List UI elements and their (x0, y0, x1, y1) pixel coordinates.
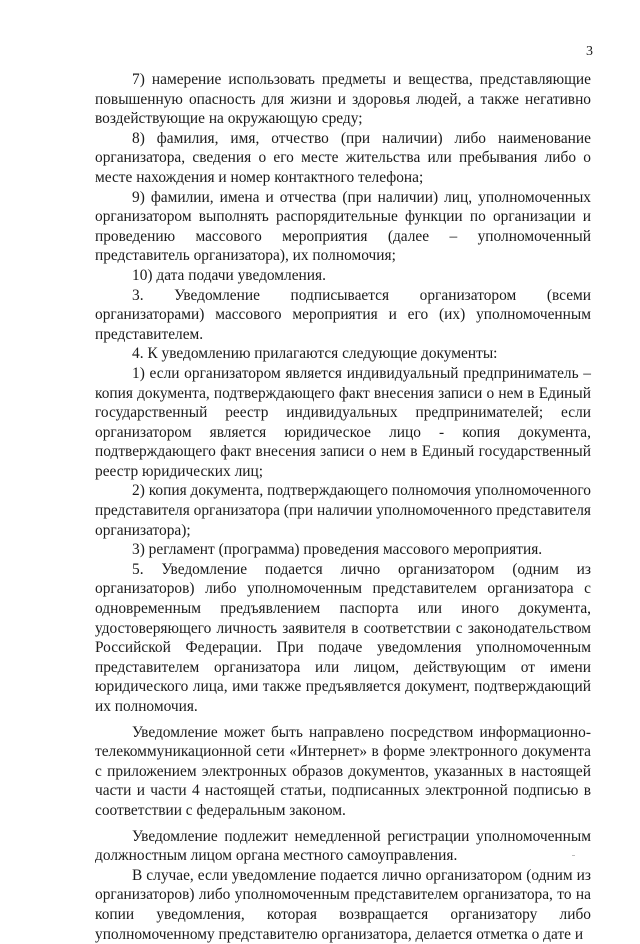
paragraph-registration: Уведомление подлежит немедленной регистрации уполномоченным должностным лицом органа местного самоуправления. (95, 827, 591, 865)
document-body (95, 70, 591, 944)
paragraph-doc-2: 2) копия документа, подтверждающего полномочия уполномоченного представителя организатора (при наличии уполномоченного представителя организатора); (95, 482, 591, 539)
paragraph-part-5: 5. Уведомление подается лично организатором (одним из организаторов) либо уполномоченным представителем организатора с одновременным предъявлением паспорта или иного документа, удостоверяющего личность заявителя в соответствии с законодательством Российской Федерации. При подаче уведомления уполномоченным представителем организатора или лицом, действующим от имени юридического лица, ими также предъявляется документ, подтверждающий их полномочия. (95, 560, 591, 715)
page-number: 3 (586, 44, 593, 59)
paragraph-in-case: В случае, если уведомление подается лично организатором (одним из организаторов) либо уполномоченным представителем организатора, то на копии уведомления, которая возвращается организатору либо уполномоченному представителю организатора, делается отметка о дате и (95, 866, 591, 943)
paragraph-item-8: 8) фамилия, имя, отчество (при наличии) либо наименование организатора, сведения о его месте жительства или пребывания либо о месте нахождения и номер контактного телефона; (95, 129, 591, 186)
paragraph-doc-1: 1) если организатором является индивидуальный предприниматель – копия документа, подтверждающего факт внесения записи о нем в Единый государственный реестр индивидуальных предпринимателей; если организатором является юридическое лицо - копия документа, подтверждающего факт внесения записи о нем в Единый государственный реестр юридических лиц; (95, 364, 591, 480)
paragraph-item-9: 9) фамилии, имена и отчества (при наличии) лиц, уполномоченных организатором выполнять распорядительные функции по организации и проведению массового мероприятия (далее – уполномоченный представитель организатора), их полномочия; (95, 188, 591, 265)
paragraph-part-4: 4. К уведомлению прилагаются следующие документы: (132, 345, 498, 363)
paragraph-item-10: 10) дата подачи уведомления. (132, 266, 326, 284)
paragraph-electronic-notice: Уведомление может быть направлено посредством информационно-телекоммуникационной сети «Интернет» в форме электронного документа с приложением электронных образов документов, указанных в настоящей части и части 4 настоящей статьи, подписанных электронной подписью в соответствии с федеральным законом. (95, 723, 591, 819)
paragraph-item-7: 7) намерение использовать предметы и вещества, представляющие повышенную опасность для жизни и здоровья людей, а также негативно воздействующие на окружающую среду; (95, 71, 591, 128)
scan-mark (572, 855, 575, 856)
paragraph-doc-3: 3) регламент (программа) проведения массового мероприятия. (132, 541, 543, 559)
paragraph-part-3: 3. Уведомление подписывается организатором (всеми организаторами) массового мероприятия и его (их) уполномоченным представителем. (95, 286, 591, 343)
